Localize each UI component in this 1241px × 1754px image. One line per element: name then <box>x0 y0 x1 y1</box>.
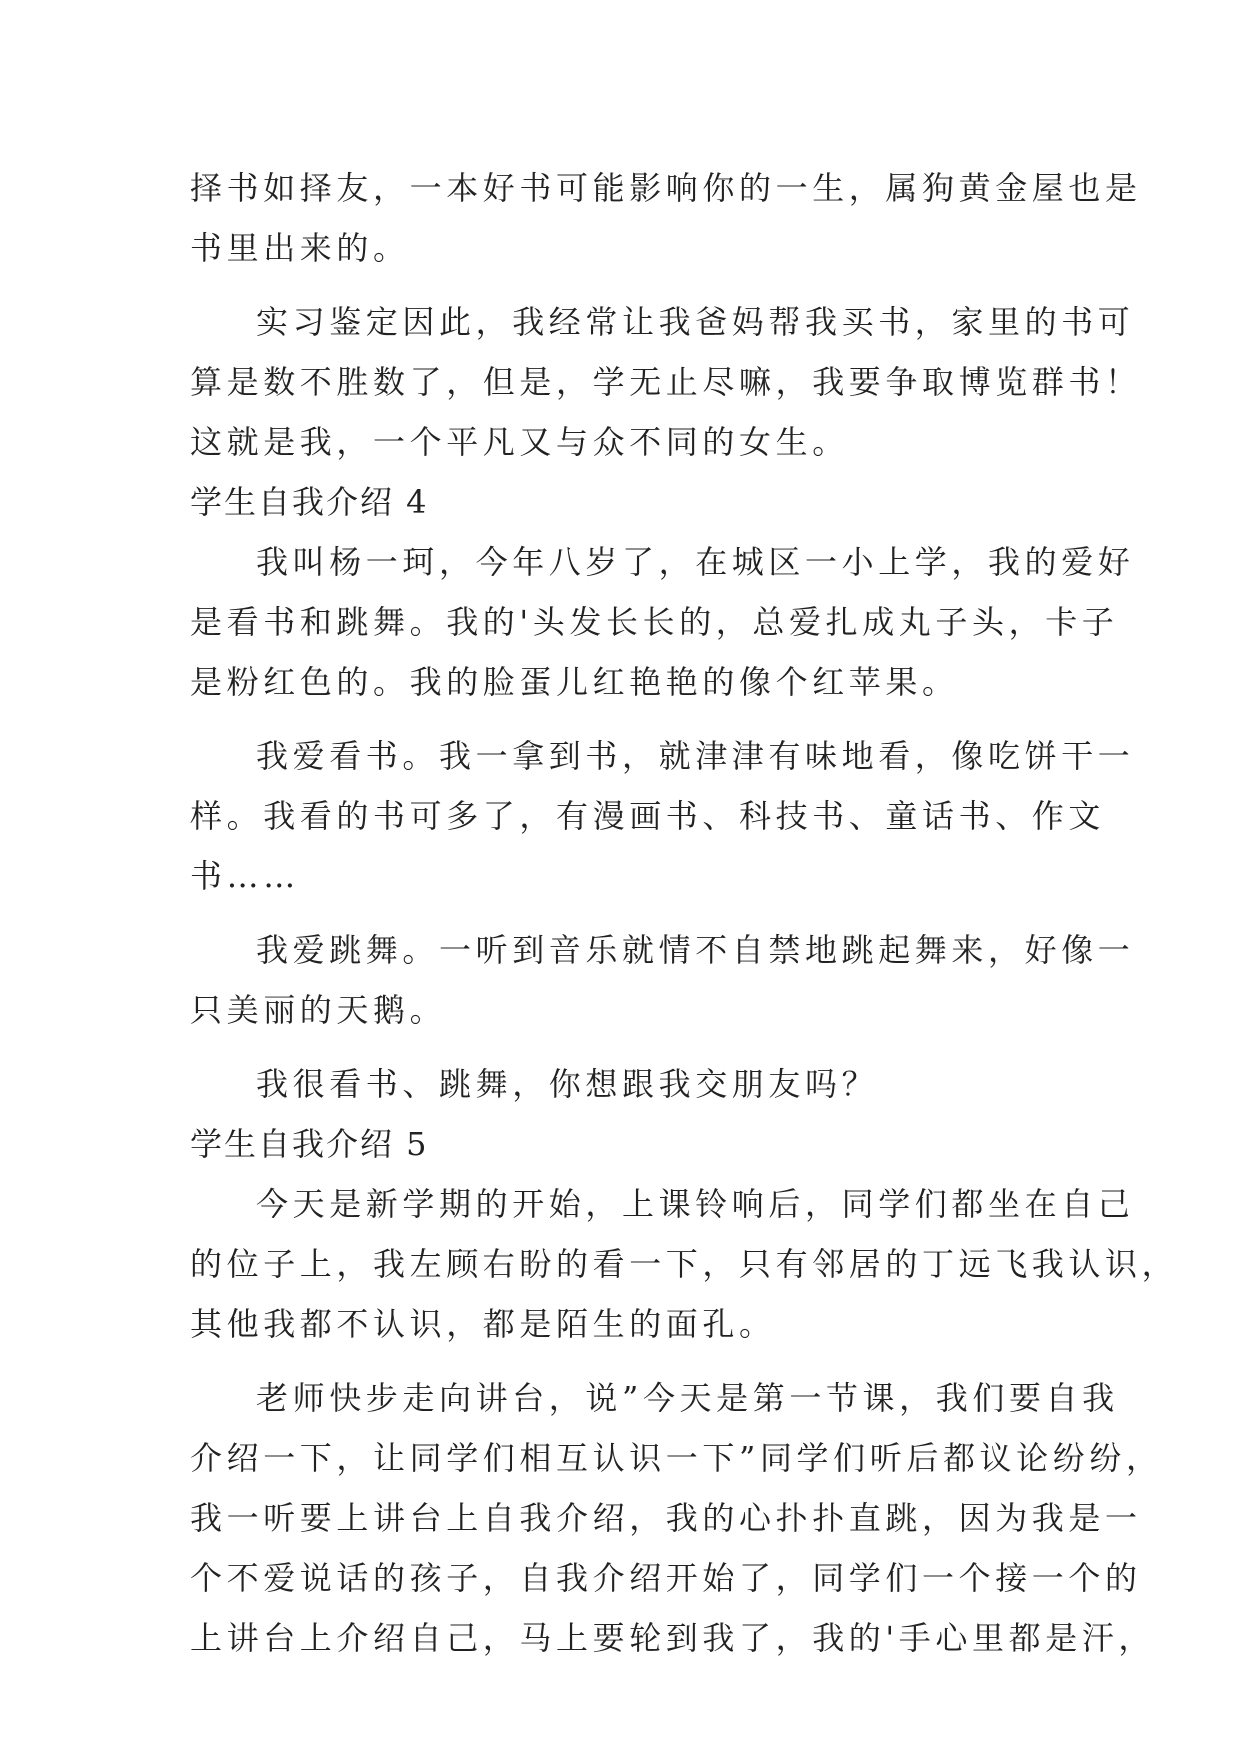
paragraph-line: 其他我都不认识，都是陌生的面孔。 <box>190 1305 776 1343</box>
paragraph-line: 是粉红色的。我的脸蛋儿红艳艳的像个红苹果。 <box>190 663 959 701</box>
paragraph-line: 我爱看书。我一拿到书，就津津有味地看，像吃饼干一 <box>256 737 1135 775</box>
paragraph-line: 我叫杨一珂，今年八岁了，在城区一小上学，我的爱好 <box>256 543 1135 581</box>
heading-text: 学生自我介绍 4 <box>190 483 429 521</box>
paragraph-line: 个不爱说话的孩子，自我介绍开始了，同学们一个接一个的 <box>190 1559 1142 1597</box>
section-heading <box>190 472 1050 532</box>
paragraph <box>190 1174 1179 1354</box>
paragraph-line: 书里出来的。 <box>190 229 410 267</box>
paragraph <box>190 1054 1050 1114</box>
paragraph <box>190 920 1135 1040</box>
paragraph-line: 我一听要上讲台上自我介绍，我的心扑扑直跳，因为我是一 <box>190 1499 1142 1537</box>
paragraph-line: 老师快步走向讲台，说”今天是第一节课，我们要自我 <box>256 1379 1119 1417</box>
paragraph-line: 介绍一下，让同学们相互认识一下”同学们听后都议论纷纷， <box>190 1439 1163 1477</box>
paragraph-line: 只美丽的天鹅。 <box>190 991 447 1029</box>
paragraph-line: 样。我看的书可多了，有漫画书、科技书、童话书、作文 <box>190 797 1106 835</box>
heading-text: 学生自我介绍 5 <box>190 1125 429 1163</box>
paragraph <box>190 532 1135 712</box>
paragraph-line: 的位子上，我左顾右盼的看一下，只有邻居的丁远飞我认识， <box>190 1245 1179 1283</box>
paragraph-line: 上讲台上介绍自己，马上要轮到我了，我的'手心里都是汗， <box>190 1619 1155 1657</box>
paragraph-line: 择书如择友，一本好书可能影响你的一生，属狗黄金屋也是 <box>190 169 1142 207</box>
document-body <box>190 158 1179 1668</box>
paragraph-line: 我爱跳舞。一听到音乐就情不自禁地跳起舞来，好像一 <box>256 931 1135 969</box>
paragraph-line: 是看书和跳舞。我的'头发长长的，总爱扎成丸子头，卡子 <box>190 603 1119 641</box>
section-heading <box>190 1114 1050 1174</box>
paragraph-line: 今天是新学期的开始，上课铃响后，同学们都坐在自己 <box>256 1185 1135 1223</box>
paragraph <box>190 158 1142 278</box>
paragraph-line: 这就是我，一个平凡又与众不同的女生。 <box>190 423 849 461</box>
paragraph-line: 我很看书、跳舞，你想跟我交朋友吗？ <box>256 1065 879 1103</box>
paragraph <box>190 1368 1163 1668</box>
paragraph-line: 书…… <box>190 857 300 895</box>
paragraph <box>190 292 1142 472</box>
paragraph <box>190 726 1135 906</box>
paragraph-line: 实习鉴定因此，我经常让我爸妈帮我买书，家里的书可 <box>256 303 1135 341</box>
paragraph-line: 算是数不胜数了，但是，学无止尽嘛，我要争取博览群书！ <box>190 363 1142 401</box>
